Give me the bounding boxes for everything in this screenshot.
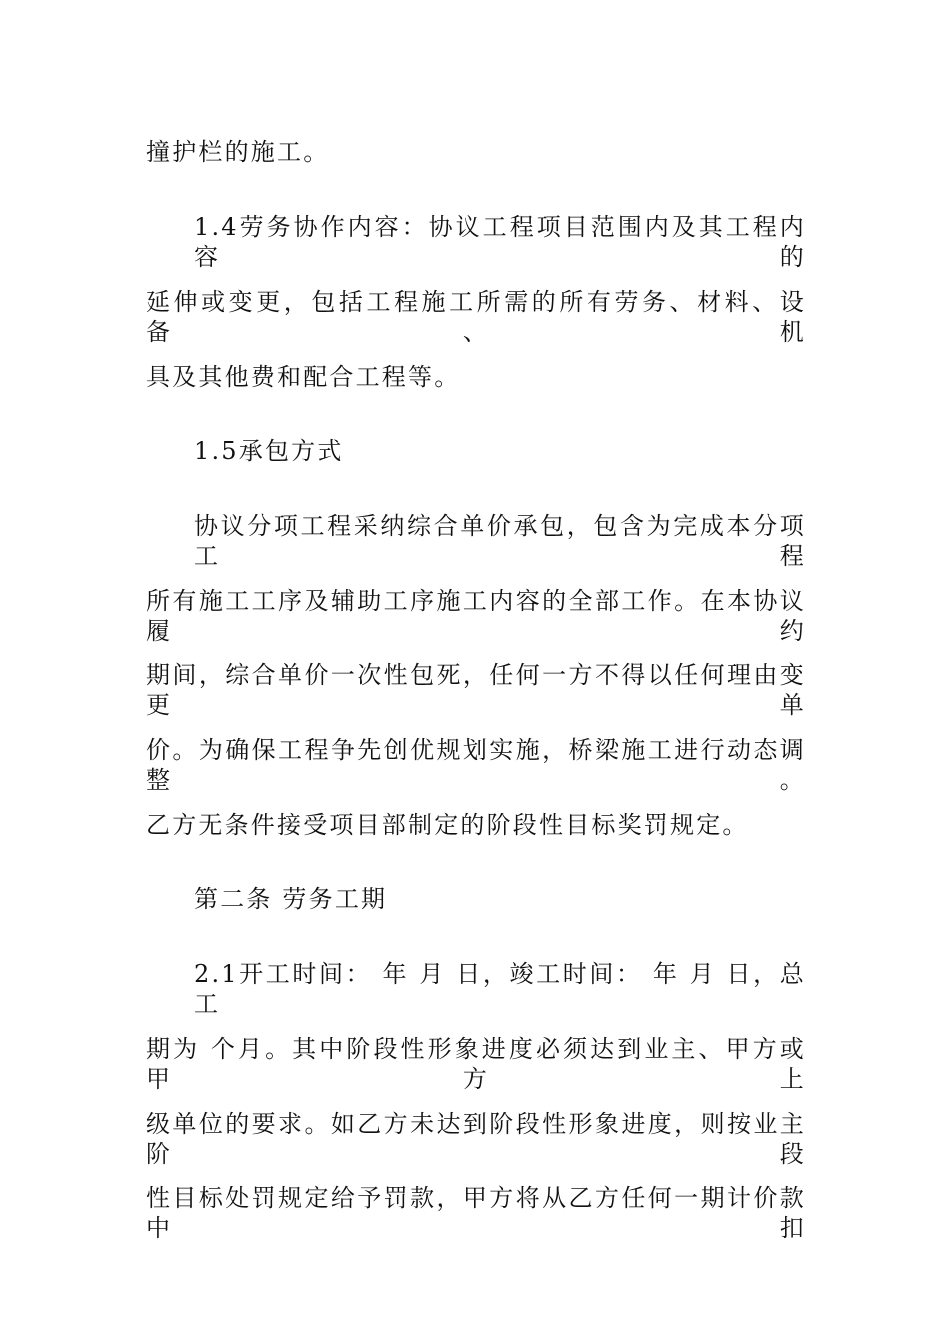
section-heading: 1.5承包方式 [194,437,344,465]
section-heading: 第二条 劳务工期 [194,885,388,913]
text-line: 2.1开工时间： 年 月 日，竣工时间： 年 月 日，总工 [194,960,806,1018]
text-line: 延伸或变更，包括工程施工所需的所有劳务、材料、设备、机 [146,288,806,346]
text-line: 乙方无条件接受项目部制定的阶段性目标奖罚规定。 [146,811,749,839]
text-line: 1.4劳务协作内容：协议工程项目范围内及其工程内容的 [194,213,806,271]
text-line: 级单位的要求。如乙方未达到阶段性形象进度，则按业主阶段 [146,1110,806,1168]
text-line: 价。为确保工程争先创优规划实施，桥梁施工进行动态调整。 [146,736,806,794]
text-line: 撞护栏的施工。 [146,138,330,166]
text-line: 具及其他费和配合工程等。 [146,363,461,391]
text-line: 协议分项工程采纳综合单价承包，包含为完成本分项工程 [194,512,806,570]
text-line: 期间，综合单价一次性包死，任何一方不得以任何理由变更单 [146,661,806,719]
text-line: 性目标处罚规定给予罚款，甲方将从乙方任何一期计价款中扣 [146,1184,806,1242]
text-line: 所有施工工序及辅助工序施工内容的全部工作。在本协议履约 [146,587,806,645]
text-line: 期为 个月。其中阶段性形象进度必须达到业主、甲方或甲方上 [146,1035,806,1093]
